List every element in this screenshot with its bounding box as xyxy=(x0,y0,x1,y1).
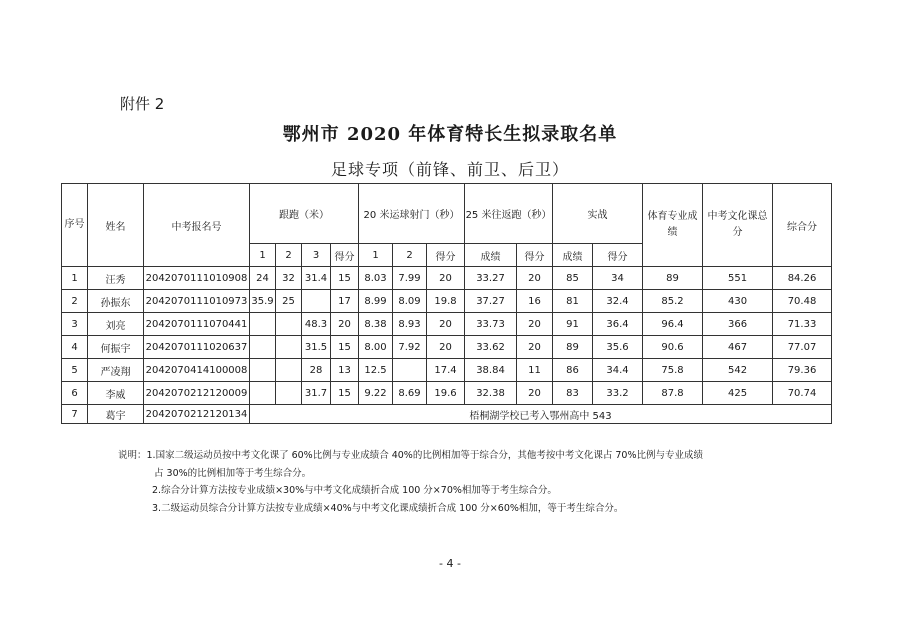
cell-practice-score: 33.2 xyxy=(593,382,643,405)
subheader-shoot-score: 得分 xyxy=(427,244,465,267)
subheader-run-2: 2 xyxy=(276,244,302,267)
cell-run1 xyxy=(250,382,276,405)
cell-run1 xyxy=(250,336,276,359)
cell-practice-result: 81 xyxy=(553,290,593,313)
cell-sport-score: 87.8 xyxy=(643,382,703,405)
cell-seq: 1 xyxy=(62,267,88,290)
cell-seq: 3 xyxy=(62,313,88,336)
note-line-3: 3.二级运动员综合分计算方法按专业成绩×40%与中考文化课成绩折合成 100 分×60%相加，等于考生综合分。 xyxy=(152,502,624,514)
cell-culture-score: 425 xyxy=(703,382,773,405)
cell-practice-score: 36.4 xyxy=(593,313,643,336)
cell-exam-no: 2042070111010973 xyxy=(144,290,250,313)
subheader-shoot-1: 1 xyxy=(359,244,393,267)
cell-dribble-result: 32.38 xyxy=(465,382,517,405)
cell-dribble-score: 20 xyxy=(517,336,553,359)
cell-run2: 32 xyxy=(276,267,302,290)
cell-dribble-result: 33.27 xyxy=(465,267,517,290)
cell-practice-result: 89 xyxy=(553,336,593,359)
cell-shoot-score: 20 xyxy=(427,336,465,359)
cell-sport-score: 85.2 xyxy=(643,290,703,313)
cell-shoot-score: 19.6 xyxy=(427,382,465,405)
table-row xyxy=(62,313,832,336)
cell-name: 孙振东 xyxy=(88,290,144,313)
header-run-group: 跟跑（米） xyxy=(250,184,359,244)
cell-practice-score: 34.4 xyxy=(593,359,643,382)
cell-row-note: 梧桐湖学校已考入鄂州高中 543 xyxy=(250,405,832,424)
cell-run3 xyxy=(302,290,331,313)
cell-sport-score: 90.6 xyxy=(643,336,703,359)
cell-run3: 28 xyxy=(302,359,331,382)
header-exam-no: 中考报名号 xyxy=(144,184,250,267)
cell-seq: 4 xyxy=(62,336,88,359)
subheader-practice-result: 成绩 xyxy=(553,244,593,267)
cell-dribble-result: 33.73 xyxy=(465,313,517,336)
cell-culture-score: 366 xyxy=(703,313,773,336)
cell-practice-result: 83 xyxy=(553,382,593,405)
cell-practice-score: 35.6 xyxy=(593,336,643,359)
cell-seq: 2 xyxy=(62,290,88,313)
cell-dribble-result: 38.84 xyxy=(465,359,517,382)
header-seq: 序号 xyxy=(62,184,88,267)
cell-exam-no: 2042070111020637 xyxy=(144,336,250,359)
header-practice-group: 实战 xyxy=(553,184,643,244)
cell-culture-score: 542 xyxy=(703,359,773,382)
cell-culture-score: 551 xyxy=(703,267,773,290)
cell-exam-no: 2042070212120009 xyxy=(144,382,250,405)
cell-shoot-score: 20 xyxy=(427,313,465,336)
table-row xyxy=(62,382,832,405)
cell-run3: 31.7 xyxy=(302,382,331,405)
cell-practice-score: 32.4 xyxy=(593,290,643,313)
cell-sport-score: 96.4 xyxy=(643,313,703,336)
table-row xyxy=(62,290,832,313)
cell-shoot-score: 17.4 xyxy=(427,359,465,382)
cell-dribble-result: 37.27 xyxy=(465,290,517,313)
cell-run3: 31.5 xyxy=(302,336,331,359)
cell-seq: 7 xyxy=(62,405,88,424)
cell-shoot2 xyxy=(393,359,427,382)
cell-run3: 31.4 xyxy=(302,267,331,290)
header-total: 综合分 xyxy=(773,184,832,267)
cell-dribble-score: 20 xyxy=(517,267,553,290)
subheader-dribble-result: 成绩 xyxy=(465,244,517,267)
cell-name: 汪秀 xyxy=(88,267,144,290)
cell-run1 xyxy=(250,359,276,382)
cell-name: 刘亮 xyxy=(88,313,144,336)
table-row xyxy=(62,267,832,290)
note-line-1-continued: 占 30%的比例相加等于考生综合分。 xyxy=(154,467,312,479)
header-culture-score: 中考文化课总分 xyxy=(703,184,773,267)
cell-shoot1: 9.22 xyxy=(359,382,393,405)
cell-shoot-score: 19.8 xyxy=(427,290,465,313)
note-line-2: 2.综合分计算方法按专业成绩×30%与中考文化成绩折合成 100 分×70%相加等于考生综合分。 xyxy=(152,485,557,496)
cell-dribble-result: 33.62 xyxy=(465,336,517,359)
cell-run-score: 15 xyxy=(331,336,359,359)
subheader-run-score: 得分 xyxy=(331,244,359,267)
cell-shoot1: 8.38 xyxy=(359,313,393,336)
cell-practice-score: 34 xyxy=(593,267,643,290)
admission-table xyxy=(61,183,832,424)
cell-seq: 6 xyxy=(62,382,88,405)
cell-dribble-score: 11 xyxy=(517,359,553,382)
cell-shoot2: 7.99 xyxy=(393,267,427,290)
cell-run2 xyxy=(276,336,302,359)
cell-sport-score: 75.8 xyxy=(643,359,703,382)
cell-practice-result: 91 xyxy=(553,313,593,336)
cell-name: 严凌翔 xyxy=(88,359,144,382)
header-sport-score: 体育专业成绩 xyxy=(643,184,703,267)
note-line-1: 说明：1.国家二级运动员按中考文化课了 60%比例与专业成绩合 40%的比例相加等于综合分，其他考按中考文化课占 70%比例与专业成绩 xyxy=(118,450,703,461)
cell-shoot1: 8.00 xyxy=(359,336,393,359)
cell-name: 葛宇 xyxy=(88,405,144,424)
subheader-shoot-2: 2 xyxy=(393,244,427,267)
cell-culture-score: 430 xyxy=(703,290,773,313)
subheader-run-1: 1 xyxy=(250,244,276,267)
cell-sport-score: 89 xyxy=(643,267,703,290)
cell-shoot1: 8.99 xyxy=(359,290,393,313)
cell-run2 xyxy=(276,382,302,405)
cell-run-score: 20 xyxy=(331,313,359,336)
cell-shoot2: 8.09 xyxy=(393,290,427,313)
cell-exam-no: 2042070414100008 xyxy=(144,359,250,382)
cell-run1: 24 xyxy=(250,267,276,290)
table-row xyxy=(62,405,832,424)
cell-total: 70.74 xyxy=(773,382,832,405)
cell-culture-score: 467 xyxy=(703,336,773,359)
cell-run2 xyxy=(276,313,302,336)
cell-total: 79.36 xyxy=(773,359,832,382)
cell-run2: 25 xyxy=(276,290,302,313)
table-row xyxy=(62,336,832,359)
subheader-run-3: 3 xyxy=(302,244,331,267)
page-number: - 4 - xyxy=(439,557,461,570)
cell-shoot-score: 20 xyxy=(427,267,465,290)
cell-run3: 48.3 xyxy=(302,313,331,336)
cell-total: 77.07 xyxy=(773,336,832,359)
cell-seq: 5 xyxy=(62,359,88,382)
cell-dribble-score: 20 xyxy=(517,313,553,336)
cell-shoot2: 8.69 xyxy=(393,382,427,405)
cell-exam-no: 2042070111010908 xyxy=(144,267,250,290)
attachment-label: 附件 2 xyxy=(120,95,165,113)
header-shoot-group: 20 米运球射门（秒） xyxy=(359,184,465,244)
explanation-notes xyxy=(118,447,838,517)
cell-shoot2: 7.92 xyxy=(393,336,427,359)
table-row xyxy=(62,359,832,382)
cell-total: 70.48 xyxy=(773,290,832,313)
cell-shoot1: 8.03 xyxy=(359,267,393,290)
cell-dribble-score: 20 xyxy=(517,382,553,405)
cell-exam-no: 2042070212120134 xyxy=(144,405,250,424)
header-dribble-group: 25 米往返跑（秒） xyxy=(465,184,553,244)
cell-practice-result: 85 xyxy=(553,267,593,290)
cell-shoot2: 8.93 xyxy=(393,313,427,336)
subheader-practice-score: 得分 xyxy=(593,244,643,267)
cell-run1: 35.9 xyxy=(250,290,276,313)
cell-dribble-score: 16 xyxy=(517,290,553,313)
cell-exam-no: 2042070111070441 xyxy=(144,313,250,336)
cell-name: 李威 xyxy=(88,382,144,405)
cell-run2 xyxy=(276,359,302,382)
cell-run-score: 13 xyxy=(331,359,359,382)
cell-run-score: 15 xyxy=(331,267,359,290)
cell-run1 xyxy=(250,313,276,336)
header-name: 姓名 xyxy=(88,184,144,267)
cell-practice-result: 86 xyxy=(553,359,593,382)
cell-total: 71.33 xyxy=(773,313,832,336)
document-subtitle: 足球专项（前锋、前卫、后卫） xyxy=(330,160,569,179)
cell-run-score: 15 xyxy=(331,382,359,405)
document-title: 鄂州市 2020 年体育特长生拟录取名单 xyxy=(282,124,618,145)
cell-name: 何振宇 xyxy=(88,336,144,359)
cell-run-score: 17 xyxy=(331,290,359,313)
subheader-dribble-score: 得分 xyxy=(517,244,553,267)
cell-shoot1: 12.5 xyxy=(359,359,393,382)
cell-total: 84.26 xyxy=(773,267,832,290)
